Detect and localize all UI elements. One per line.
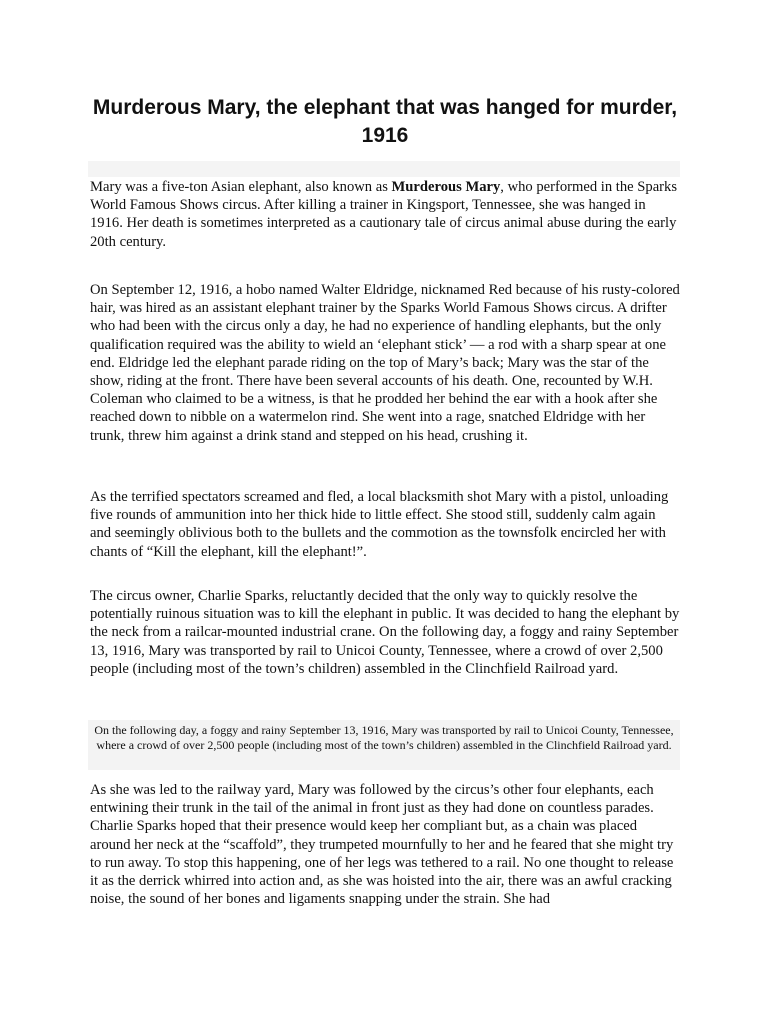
paragraph-railway-yard: As she was led to the railway yard, Mary was followed by the circus’s other four elephants, each entwining their trunk in the tail of the animal in front just as they had done on countless parades. Charlie Sparks hoped that their presence would keep her compliant but, as a chain was placed around her neck at the “scaffold”, they trumpeted mournfully to her and he feared that she might try to run away. To stop this happening, one of her legs was tethered to a rail. No one thought to release it as the derrick whirred into action and, as she was hoisted into the air, there was an awful cracking noise, the sound of her bones and ligaments snapping under the strain. She had xyxy=(90,782,674,908)
intro-text-end: , who performed in the Sparks World Famous Shows circus. After killing a trainer in Kingsport, Tennessee, she was hanged in 1916. Her death is sometimes interpreted as a cautionary tale of circus animal abuse during the early 20th century. xyxy=(90,179,678,250)
intro-bold-name: Murderous Mary xyxy=(391,179,501,195)
image-caption: On the following day, a foggy and rainy September 13, 1916, Mary was transported by rail to Unicoi County, Tennessee, where a crowd of over 2,500 people (including most of the town’s children) assembled in the Clinchfield Railroad yard. xyxy=(94,723,674,752)
paragraph-spectators: As the terrified spectators screamed and fled, a local blacksmith shot Mary with a pistol, unloading five rounds of ammunition into her thick hide to little effect. She stood still, suddenly calm again and seemingly oblivious both to the bullets and the commotion as the townsfolk encircled her with chants of “Kill the elephant, kill the elephant!”. xyxy=(90,489,669,560)
article-title: Murderous Mary, the elephant that was hanged for murder, 1916 xyxy=(92,96,678,147)
intro-text-start: Mary was a five-ton Asian elephant, also known as xyxy=(90,179,392,195)
title-divider xyxy=(88,161,680,177)
paragraph-circus-owner: The circus owner, Charlie Sparks, reluctantly decided that the only way to quickly resolve the potentially ruinous situation was to kill the elephant in public. It was decided to hang the elephant by the neck from a railcar-mounted industrial crane. On the following day, a foggy and rainy September 13, 1916, Mary was transported by rail to Unicoi County, Tennessee, where a crowd of over 2,500 people (including most of the town’s children) assembled in the Clinchfield Railroad yard. xyxy=(90,588,680,677)
paragraph-intro xyxy=(90,178,680,251)
paragraph-eldridge: On September 12, 1916, a hobo named Walter Eldridge, nicknamed Red because of his rusty-colored hair, was hired as an assistant elephant trainer by the Sparks World Famous Shows circus. A drifter who had been with the circus only a day, he had no experience of handling elephants, but the only qualification required was the ability to wield an ‘elephant stick’ — a rod with a sharp spear at one end. Eldridge led the elephant parade riding on the top of Mary’s back; Mary was the star of the show, riding at the front. There have been several accounts of his death. One, recounted by W.H. Coleman who claimed to be a witness, is that he prodded her behind the ear with a hook after she reached down to nibble on a watermelon rind. She went into a rage, snatched Eldridge with her trunk, threw him against a drink stand and stepped on his head, crushing it. xyxy=(90,282,680,444)
